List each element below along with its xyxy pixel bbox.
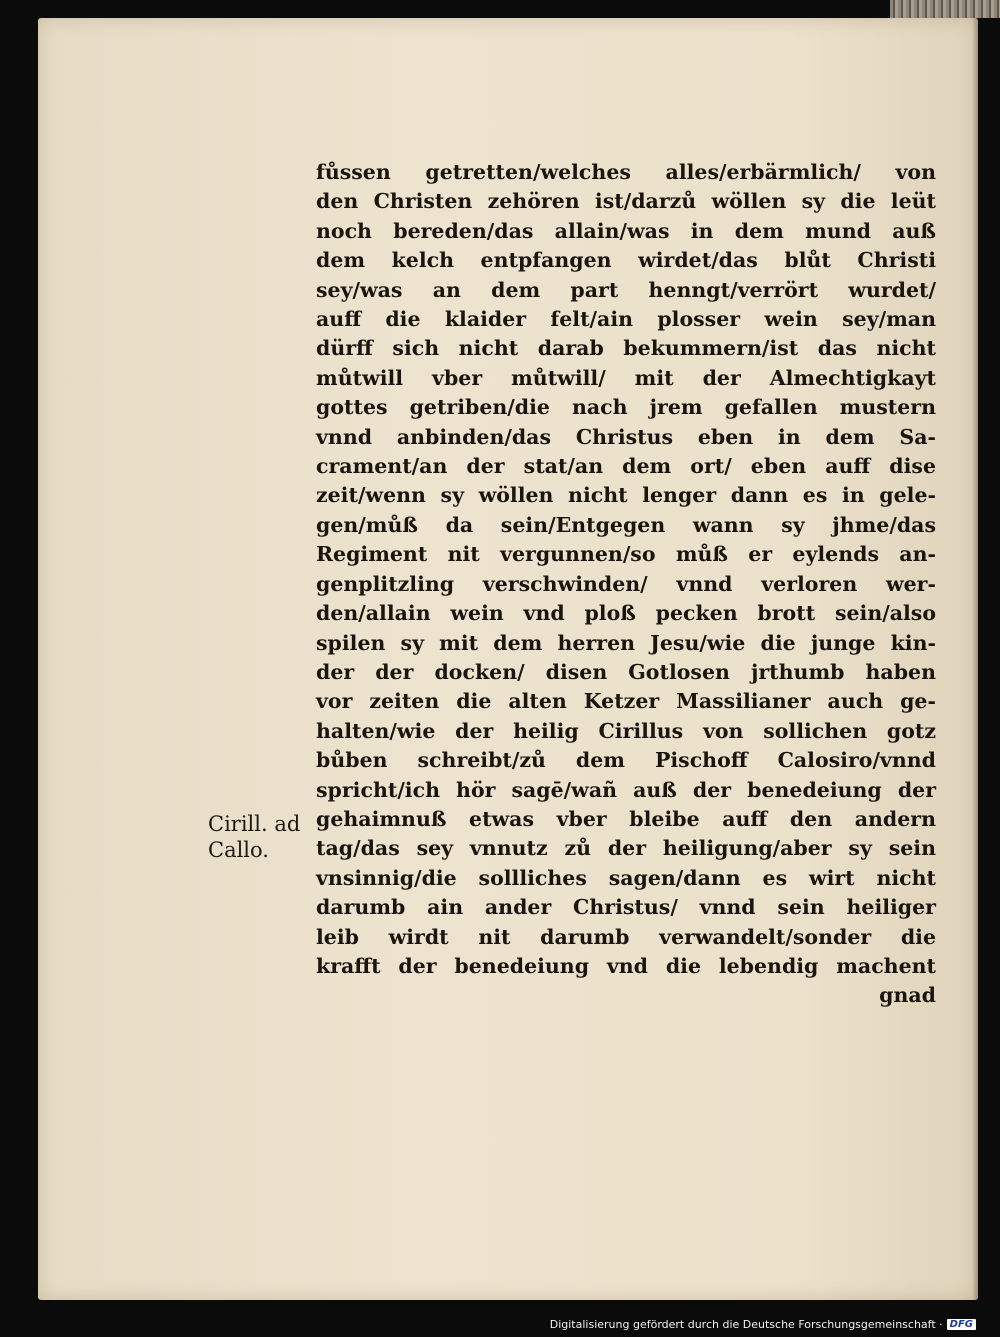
text-line: bůben schreibt/zů dem Pischoff Calosiro/vnnd: [316, 748, 936, 773]
footer-credit-text: Digitalisierung gefördert durch die Deutsche Forschungsgemeinschaft ·: [549, 1318, 943, 1331]
text-line: vnsinnig/die sollliches sagen/dann es wirt nicht: [316, 865, 936, 890]
text-line: den Christen zehören ist/darzů wöllen sy die leüt: [316, 189, 936, 214]
text-line: dem kelch entpfangen wirdet/das blůt Christi: [316, 248, 936, 273]
marginal-note-line: Cirill. ad: [208, 812, 301, 836]
text-line: fůssen getretten/welches alles/erbärmlich/ von: [316, 160, 936, 184]
text-line: gen/můß da sein/Entgegen wann sy jhme/das: [316, 512, 936, 537]
text-line: dürff sich nicht darab bekummern/ist das nicht: [316, 336, 936, 361]
text-line: spilen sy mit dem herren Jesu/wie die junge kin-: [316, 630, 936, 655]
text-line: vor zeiten die alten Ketzer Massilianer auch ge-: [316, 689, 936, 714]
catchword: gnad: [879, 983, 936, 1008]
text-line: den/allain wein vnd ploß pecken brott sein/also: [316, 601, 936, 626]
text-line: gottes getriben/die nach jrem gefallen mustern: [316, 395, 936, 420]
text-line: tag/das sey vnnutz zů der heiligung/aber sy sein: [316, 836, 936, 861]
text-line: krafft der benedeiung vnd die lebendig machent: [316, 953, 936, 978]
text-line: leib wirdt nit darumb verwandelt/sonder die: [316, 924, 936, 949]
text-line: noch bereden/das allain/was in dem mund auß: [316, 218, 936, 243]
text-line: vnnd anbinden/das Christus eben in dem Sa-: [316, 424, 936, 449]
text-line: Regiment nit vergunnen/so můß er eylends an-: [316, 542, 936, 567]
text-line: gehaimnuß etwas vber bleibe auff den andern: [316, 806, 936, 831]
marginal-note: [208, 811, 300, 863]
text-line: můtwill vber můtwill/ mit der Almechtigkayt: [316, 365, 936, 390]
main-text-block: [316, 158, 936, 1011]
text-line: sey/was an dem part henngt/verrört wurdet/: [316, 277, 936, 302]
text-line: auff die klaider felt/ain plosser wein sey/man: [316, 307, 936, 332]
text-line: darumb ain ander Christus/ vnnd sein heiliger: [316, 895, 936, 920]
text-line: spricht/ich hör sagē/wañ auß der benedeiung der: [316, 777, 936, 802]
text-line: genplitzling verschwinden/ vnnd verloren wer-: [316, 571, 936, 596]
dfg-logo: DFG: [947, 1319, 976, 1330]
marginal-note-line: Callo.: [208, 838, 269, 862]
page-edge-shadow: [972, 18, 978, 1300]
text-line: halten/wie der heilig Cirillus von sollichen gotz: [316, 718, 936, 743]
digitization-footer: [550, 1318, 976, 1331]
text-line: crament/an der stat/an dem ort/ eben auff dise: [316, 454, 936, 479]
text-line: der der docken/ disen Gotlosen jrthumb haben: [316, 659, 936, 684]
text-line: zeit/wenn sy wöllen nicht lenger dann es in gele-: [316, 483, 936, 508]
book-page: [38, 18, 978, 1300]
scan-color-strip: [890, 0, 1000, 18]
